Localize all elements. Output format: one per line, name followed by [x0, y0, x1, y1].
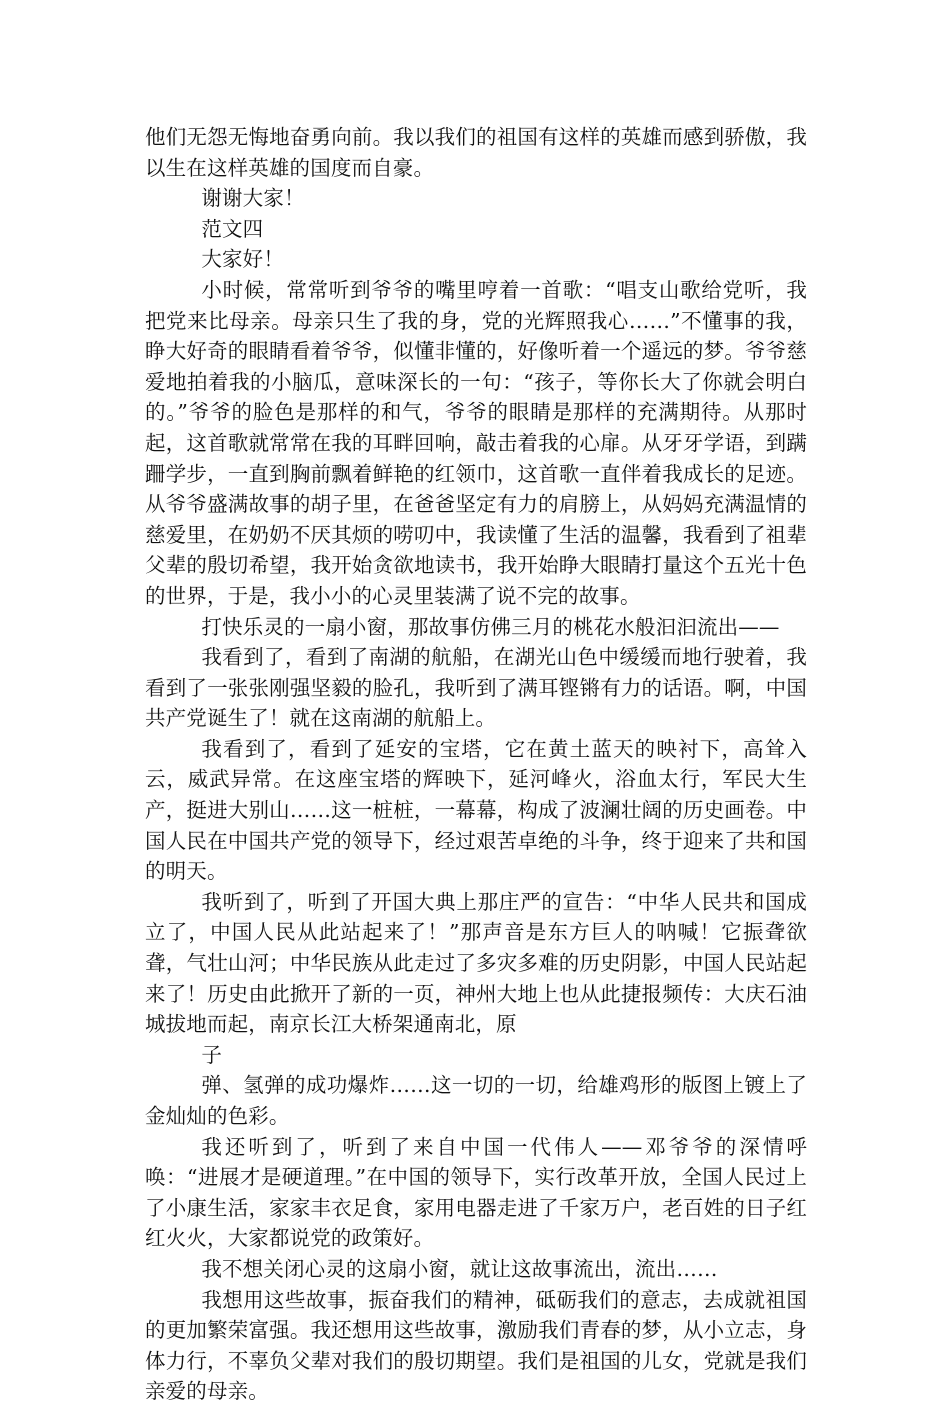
paragraph-14: 我想用这些故事，振奋我们的精神，砥砺我们的意志，去成就祖国的更加繁荣富强。我还想用这些故事，激励我们青春的梦，从小立志，身体力行，不辜负父辈对我们的殷切期望。我们是祖国的儿女，党就是我们亲爱的母亲。	[145, 1287, 807, 1404]
paragraph-11: 弹、氢弹的成功爆炸……这一切的一切，给雄鸡形的版图上镀上了金灿灿的色彩。	[145, 1073, 807, 1128]
paragraph-12: 我还听到了，听到了来自中国一代伟人——邓爷爷的深情呼唤：“进展才是硬道理。”在中国的领导下，实行改革开放，全国人民过上了小康生活，家家丰衣足食，家用电器走进了千家万户，老百姓的日子红红火火，大家都说党的政策好。	[145, 1134, 807, 1251]
paragraph-10: 子	[201, 1042, 223, 1067]
paragraph-4: 大家好！	[201, 247, 284, 272]
document-body	[145, 122, 807, 1407]
paragraph-3: 范文四	[201, 216, 264, 241]
paragraph-13: 我不想关闭心灵的这扇小窗，就让这故事流出，流出……	[201, 1256, 718, 1281]
paragraph-6: 打快乐灵的一扇小窗，那故事仿佛三月的桃花水般汩汩流出——	[201, 614, 780, 639]
paragraph-7: 我看到了，看到了南湖的航船，在湖光山色中缓缓而地行驶着，我看到了一张张刚强坚毅的脸孔，我听到了满耳铿锵有力的话语。啊，中国共产党诞生了！就在这南湖的航船上。	[145, 645, 807, 731]
paragraph-2: 谢谢大家！	[201, 186, 305, 211]
paragraph-9: 我听到了，听到了开国大典上那庄严的宣告：“中华人民共和国成立了，中国人民从此站起来了！”那声音是东方巨人的呐喊！它振聋欲聋，气壮山河；中华民族从此走过了多灾多难的历史阴影，中国人民站起来了！历史由此掀开了新的一页，神州大地上也从此捷报频传：大庆石油城拔地而起，南京长江大桥架通南北，原	[145, 889, 807, 1037]
paragraph-5: 小时候，常常听到爷爷的嘴里哼着一首歌：“唱支山歌给党听，我把党来比母亲。母亲只生了我的身，党的光辉照我心……”不懂事的我，睁大好奇的眼睛看着爷爷，似懂非懂的，好像听着一个遥远的梦。爷爷慈爱地拍着我的小脑瓜，意味深长的一句：“孩子，等你长大了你就会明白的。”爷爷的脸色是那样的和气，爷爷的眼睛是那样的充满期待。从那时起，这首歌就常常在我的耳畔回响，敲击着我的心扉。从牙牙学语，到蹒跚学步，一直到胸前飘着鲜艳的红领巾，这首歌一直伴着我成长的足迹。从爷爷盛满故事的胡子里，在爸爸坚定有力的肩膀上，从妈妈充满温情的慈爱里，在奶奶不厌其烦的唠叨中，我读懂了生活的温馨，我看到了祖辈父辈的殷切希望，我开始贪欲地读书，我开始睁大眼睛打量这个五光十色的世界，于是，我小小的心灵里装满了说不完的故事。	[145, 277, 807, 608]
paragraph-1: 他们无怨无悔地奋勇向前。我以我们的祖国有这样的英雄而感到骄傲，我以生在这样英雄的国度而自豪。	[145, 125, 807, 180]
paragraph-8: 我看到了，看到了延安的宝塔，它在黄土蓝天的映衬下，高耸入云，威武异常。在这座宝塔的辉映下，延河峰火，浴血太行，军民大生产，挺进大别山……这一桩桩，一幕幕，构成了波澜壮阔的历史画卷。中国人民在中国共产党的领导下，经过艰苦卓绝的斗争，终于迎来了共和国的明天。	[145, 736, 807, 884]
